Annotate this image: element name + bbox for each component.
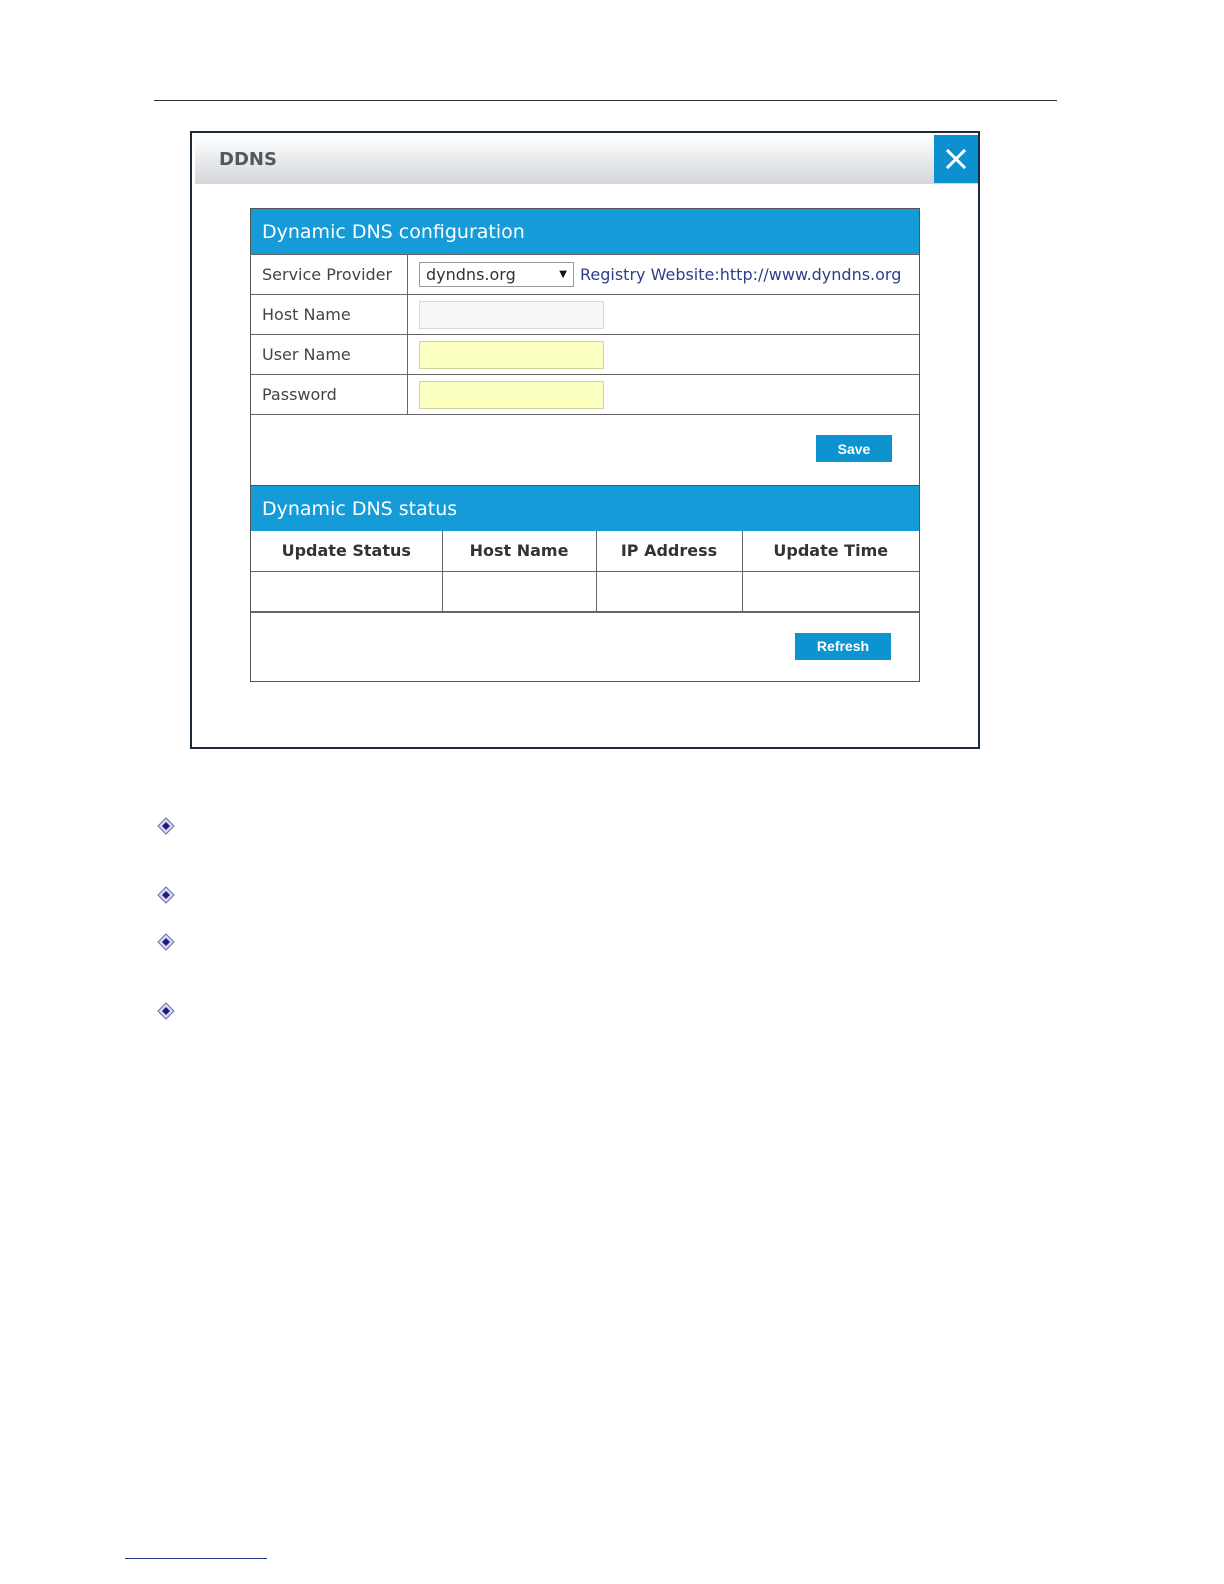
registry-website-link[interactable]: Registry Website:http://www.dyndns.org — [580, 265, 902, 284]
status-header-row — [251, 531, 919, 571]
status-actions — [251, 612, 919, 679]
ip-address-cell — [596, 571, 742, 611]
chevron-down-icon: ▼ — [559, 269, 567, 280]
status-panel — [250, 485, 920, 682]
status-heading: Dynamic DNS status — [251, 486, 919, 531]
password-input[interactable] — [419, 381, 604, 409]
close-icon — [945, 148, 967, 170]
user-name-label: User Name — [251, 335, 408, 374]
host-name-row — [251, 294, 919, 334]
user-name-row — [251, 334, 919, 374]
column-header-host-name: Host Name — [442, 531, 596, 571]
column-header-ip-address: IP Address — [596, 531, 742, 571]
footer-rule — [125, 1558, 267, 1559]
save-button[interactable]: Save — [816, 435, 892, 462]
ddns-dialog — [190, 131, 980, 749]
update-time-cell — [742, 571, 919, 611]
diamond-bullet-icon — [157, 933, 175, 951]
password-label: Password — [251, 375, 408, 414]
column-header-update-status: Update Status — [251, 531, 442, 571]
user-name-input[interactable] — [419, 341, 604, 369]
service-provider-value: dyndns.org — [426, 265, 516, 284]
config-actions — [251, 414, 919, 481]
diamond-bullet-icon — [157, 817, 175, 835]
dialog-title: DDNS — [219, 149, 277, 170]
service-provider-select[interactable] — [419, 262, 574, 287]
diamond-bullet-icon — [157, 886, 175, 904]
host-name-input[interactable] — [419, 301, 604, 329]
diamond-bullet-icon — [157, 1002, 175, 1020]
header-rule — [154, 100, 1057, 101]
config-panel — [250, 208, 920, 486]
config-heading: Dynamic DNS configuration — [251, 209, 919, 254]
status-table — [251, 531, 919, 612]
service-provider-row — [251, 254, 919, 294]
refresh-button[interactable]: Refresh — [795, 633, 891, 660]
password-row — [251, 374, 919, 414]
column-header-update-time: Update Time — [742, 531, 919, 571]
host-name-label: Host Name — [251, 295, 408, 334]
close-button[interactable] — [934, 135, 978, 183]
dialog-header — [195, 135, 978, 184]
update-status-cell — [251, 571, 442, 611]
table-row — [251, 571, 919, 611]
host-name-cell — [442, 571, 596, 611]
service-provider-label: Service Provider — [251, 255, 408, 294]
